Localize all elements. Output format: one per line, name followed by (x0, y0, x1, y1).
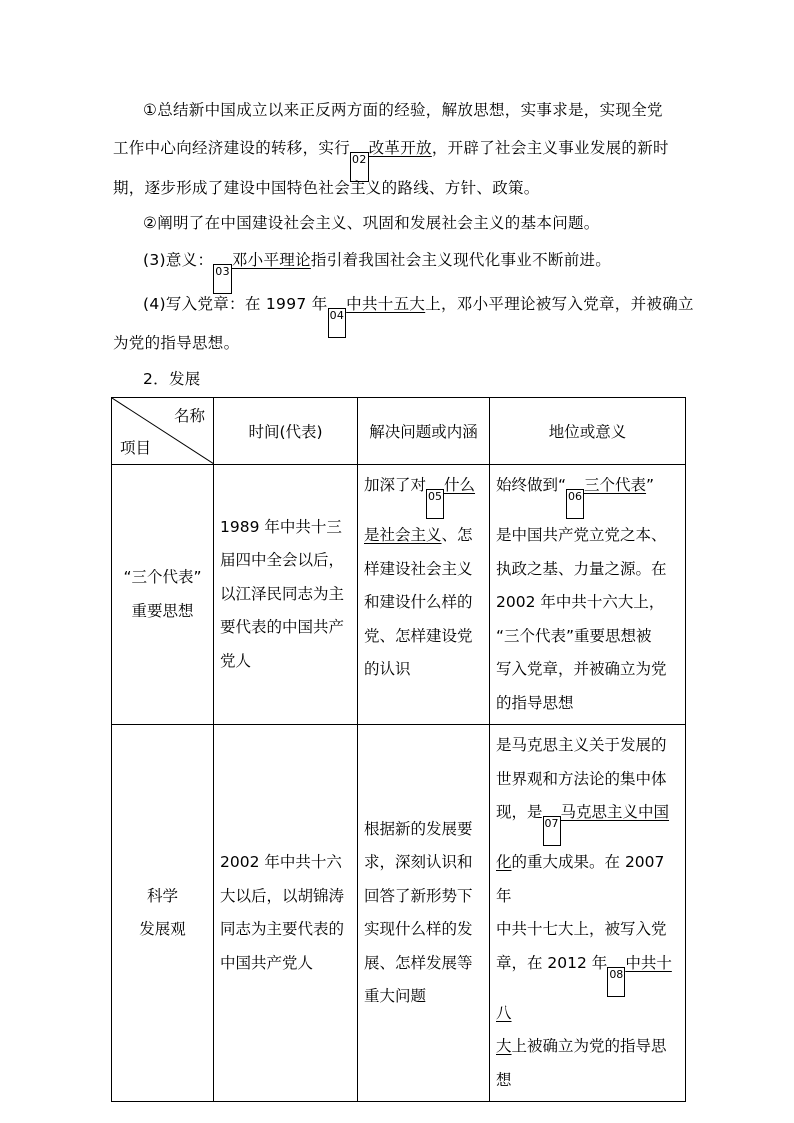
text: 上，邓小平理论被写入党章，并被确立 (425, 295, 694, 313)
row1-significance (490, 465, 686, 725)
row2-time (214, 725, 358, 1102)
row1-issue (358, 465, 490, 725)
text: 工作中心向经济建设的转移，实行 (113, 139, 351, 157)
header-issue: 解决问题或内涵 (358, 398, 490, 465)
text: 写入党章，并被确立为党 (496, 660, 667, 678)
text: 是中国共产党立党之本、 (496, 526, 667, 544)
diagonal-header-cell (112, 398, 214, 465)
paragraph-1-line-3 (113, 178, 540, 198)
text: 想 (496, 1070, 512, 1089)
text: 党人 (220, 651, 252, 670)
text: 发展观 (139, 920, 186, 938)
text: 始终做到“ (496, 476, 567, 494)
text: 展、怎样发展等 (364, 953, 473, 972)
text: (4)写入党章：在 1997 年 (143, 295, 328, 313)
text: 指引着我国社会主义现代化事业不断前进。 (310, 251, 612, 269)
text: 科学 (146, 886, 178, 905)
text: 的指导思想 (496, 693, 574, 712)
text: 求，深刻认识和 (364, 853, 473, 871)
text: 实现什么样的发 (364, 920, 473, 938)
table-row (112, 465, 686, 725)
blank-number-box: 04 (328, 308, 347, 338)
text: 的认识 (364, 660, 411, 678)
text: ①总结新中国成立以来正反两方面的经验，解放思想，实事求是，实现全党 (143, 101, 663, 119)
text: 届四中全会以后， (220, 551, 345, 570)
text: 为党的指导思想。 (113, 334, 240, 352)
text: (3)意义： (143, 251, 214, 269)
text: 2002 年中共十六大上， (496, 593, 665, 611)
blank-number-box: 06 (566, 489, 584, 519)
answer-underlined: 马克思主义中国 (560, 803, 670, 821)
text: “三个代表” (123, 568, 202, 586)
text: 是马克思主义关于发展的 (496, 736, 667, 754)
text: 以江泽民同志为主 (220, 584, 345, 603)
paragraph-4-line-1 (143, 294, 694, 338)
text: 中共十七大上，被写入党 (496, 920, 667, 938)
answer-underlined: 是社会主义 (364, 526, 442, 544)
text: 要代表的中国共产 (220, 618, 345, 637)
answer-underlined: 改革开放 (368, 139, 432, 157)
header-time: 时间(代表) (214, 398, 358, 465)
text: 加深了对 (364, 476, 427, 494)
row2-name (112, 725, 214, 1102)
header-significance: 地位或意义 (490, 398, 686, 465)
row2-significance (490, 725, 686, 1102)
text: 执政之基、力量之源。在 (496, 559, 667, 578)
text: “三个代表”重要思想被 (496, 626, 652, 645)
paragraph-2 (143, 213, 600, 233)
blank-number-box: 05 (426, 489, 444, 519)
answer-underlined: 中共十五大 (346, 295, 426, 313)
text: 1989 年中共十三 (220, 517, 342, 536)
answer-underlined: 大 (496, 1037, 512, 1055)
paragraph-4-line-2 (113, 333, 239, 353)
answer-underlined: 中共十八 (496, 953, 672, 1022)
text: 中国共产党人 (220, 953, 314, 972)
blank-number-box: 08 (607, 967, 625, 997)
text: 党、怎样建设党 (364, 626, 473, 645)
text: 世界观和方法论的集中体 (496, 769, 667, 788)
text: 大以后，以胡锦涛 (220, 886, 345, 905)
text: 2002 年中共十六 (220, 853, 342, 871)
development-table (111, 397, 686, 1102)
paragraph-1-line-2 (113, 138, 669, 182)
answer-underlined: 什么 (444, 476, 476, 494)
text: 重大问题 (364, 987, 427, 1005)
text: 回答了新形势下 (364, 886, 473, 905)
answer-underlined: 化 (496, 853, 512, 871)
table-header-row (112, 398, 686, 465)
paragraph-3 (143, 250, 611, 294)
table-row (112, 725, 686, 1102)
row1-time (214, 465, 358, 725)
header-name-label: 名称 (173, 407, 205, 425)
text: 根据新的发展要 (364, 819, 473, 838)
header-item-label: 项目 (120, 439, 152, 457)
text: 和建设什么样的 (364, 593, 473, 611)
text: ②阐明了在中国建设社会主义、巩固和发展社会主义的基本问题。 (143, 214, 600, 232)
text: 样建设社会主义 (364, 559, 473, 578)
text: 上被确立为党的指导思 (511, 1037, 667, 1055)
blank-number-box: 02 (350, 152, 369, 182)
section-heading (143, 369, 201, 389)
blank-number-box: 07 (543, 816, 561, 846)
paragraph-1-line-1 (143, 100, 663, 120)
text: 同志为主要代表的 (220, 920, 345, 938)
row1-name (112, 465, 214, 725)
answer-underlined: 三个代表 (584, 476, 647, 494)
text: ，开辟了社会主义事业发展的新时 (431, 139, 669, 157)
row2-issue (358, 725, 490, 1102)
heading-text: 2．发展 (143, 370, 201, 388)
text: ” (646, 476, 655, 494)
text: 现，是 (496, 803, 543, 821)
text: 期，逐步形成了建设中国特色社会主义的路线、方针、政策。 (113, 179, 540, 197)
text: 重要思想 (131, 601, 194, 620)
text: 的重大成果。在 2007 年 (496, 853, 665, 905)
text: 、怎 (441, 526, 473, 544)
answer-underlined: 邓小平理论 (231, 251, 311, 269)
text: 章，在 2012 年 (496, 953, 608, 972)
blank-number-box: 03 (213, 264, 232, 294)
